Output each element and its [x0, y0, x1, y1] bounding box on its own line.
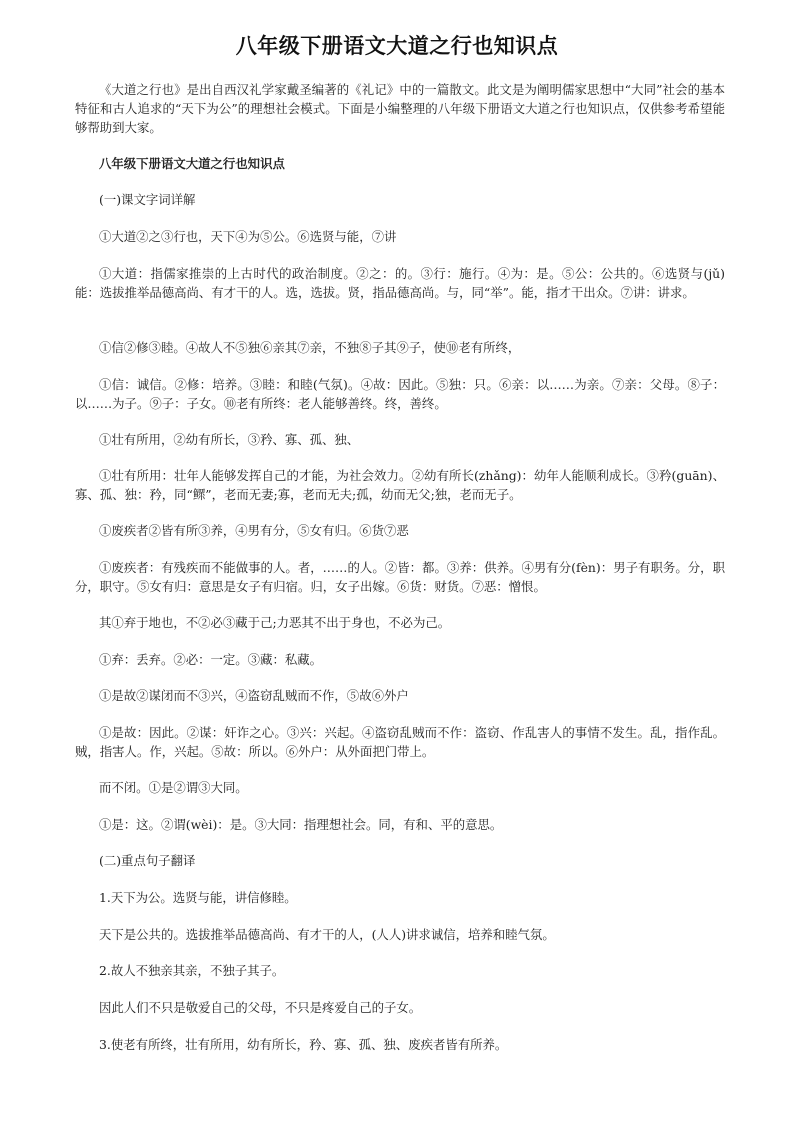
- part1-heading: (一)课文字词详解: [99, 192, 196, 207]
- text-line-1: ①大道②之③行也，天下④为⑤公。⑥选贤与能，⑦讲: [99, 229, 397, 244]
- translation-text-2: 因此人们不只是敬爱自己的父母，不只是疼爱自己的子女。: [99, 1000, 422, 1015]
- part2-heading: (二)重点句子翻译: [99, 853, 196, 868]
- text-line-3: ①壮有所用，②幼有所长，③矜、寡、孤、独、: [99, 432, 360, 447]
- translation-sentence-3: 3.使老有所终，壮有所用，幼有所长，矜、寡、孤、独、废疾者皆有所养。: [99, 1037, 508, 1052]
- intro-paragraph: 《大道之行也》是出自西汉礼学家戴圣编著的《礼记》中的一篇散文。此文是为阐明儒家思想中“大同”社会的基本特征和古人追求的“天下为公”的理想社会模式。下面是小编整理的八年级下册语文大道之行也知识点，仅供参考希望能够帮助到大家。: [75, 82, 725, 135]
- note-paragraph-6: ①是故：因此。②谋：奸诈之心。③兴：兴起。④盗窃乱贼而不作：盗窃、作乱害人的事情不发生。乱，指作乱。贼，指害人。作，兴起。⑤故：所以。⑥外户：从外面把门带上。: [75, 725, 725, 759]
- translation-sentence-2: 2.故人不独亲其亲，不独子其子。: [99, 963, 285, 978]
- note-paragraph-4: ①废疾者：有残疾而不能做事的人。者，……的人。②皆：都。③养：供养。④男有分(fèn)：男子有职务。分，职分，职守。⑤女有归：意思是女子有归宿。归，女子出嫁。⑥货：财货。⑦恶：憎恨。: [75, 560, 725, 594]
- note-paragraph-7: ①是：这。②谓(wèi)：是。③大同：指理想社会。同，有和、平的意思。: [99, 817, 503, 832]
- note-paragraph-1: ①大道：指儒家推崇的上古时代的政治制度。②之：的。③行：施行。④为：是。⑤公：公共的。⑥选贤与(jǔ)能：选拔推举品德高尚、有才干的人。选，选拔。贤，指品德高尚。与，同“举”。能，指才干出众。⑦讲：讲求。: [75, 266, 725, 300]
- translation-text-1: 天下是公共的。选拔推举品德高尚、有才干的人，(人人)讲求诚信，培养和睦气氛。: [99, 927, 555, 942]
- translation-sentence-1: 1.天下为公。选贤与能，讲信修睦。: [99, 890, 297, 905]
- note-paragraph-3: ①壮有所用：壮年人能够发挥自己的才能，为社会效力。②幼有所长(zhǎng)：幼年人能顺利成长。③矜(guān)、寡、孤、独：矜，同“鳏”，老而无妻;寡，老而无夫;孤，幼而无父;独，老而无子。: [75, 468, 725, 502]
- note-paragraph-5: ①弃：丢弃。②必：一定。③藏：私藏。: [99, 652, 323, 667]
- text-line-2: ①信②修③睦。④故人不⑤独⑥亲其⑦亲，不独⑧子其⑨子，使⑩老有所终，: [99, 340, 521, 355]
- text-line-7: 而不闭。①是②谓③大同。: [99, 780, 248, 795]
- page-title: 八年级下册语文大道之行也知识点: [235, 34, 559, 58]
- text-line-6: ①是故②谋闭而不③兴，④盗窃乱贼而不作，⑤故⑥外户: [99, 688, 409, 703]
- text-line-4: ①废疾者②皆有所③养，④男有分，⑤女有归。⑥货⑦恶: [99, 523, 409, 538]
- text-line-5: 其①弃于地也，不②必③藏于己;力恶其不出于身也，不必为己。: [99, 615, 451, 630]
- note-paragraph-2: ①信：诚信。②修：培养。③睦：和睦(气氛)。④故：因此。⑤独：只。⑥亲：以……为亲。⑦亲：父母。⑧子：以……为子。⑨子：子女。⑩老有所终：老人能够善终。终，善终。: [75, 377, 725, 411]
- section-title: 八年级下册语文大道之行也知识点: [99, 156, 285, 171]
